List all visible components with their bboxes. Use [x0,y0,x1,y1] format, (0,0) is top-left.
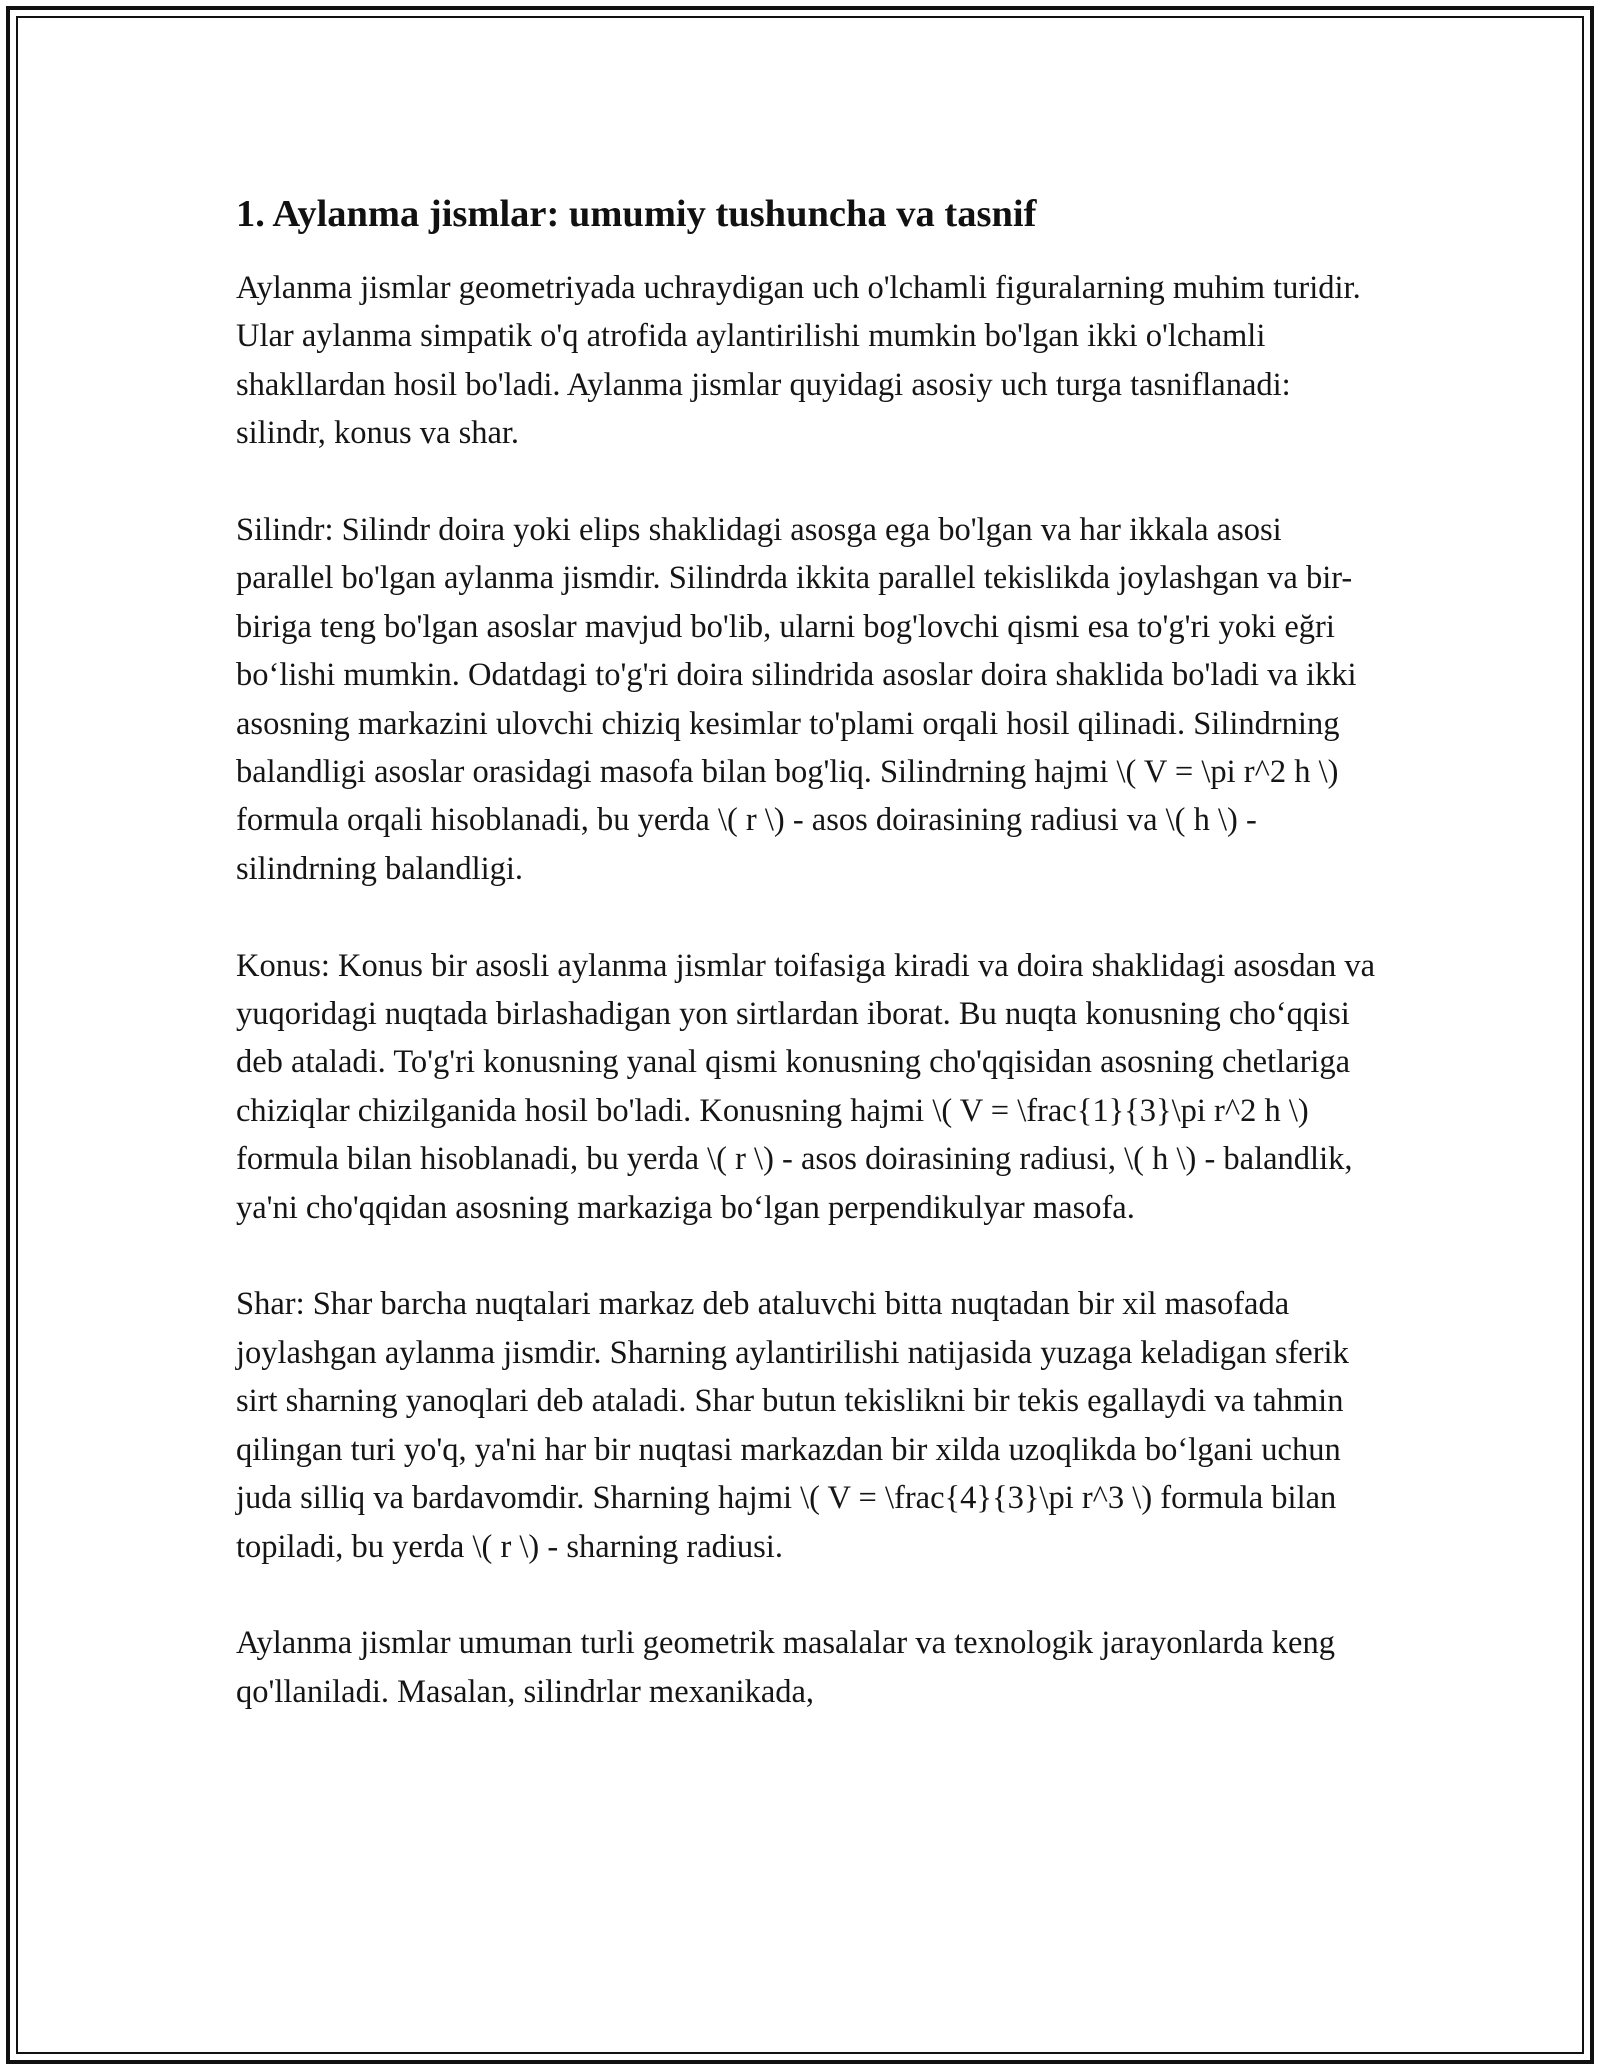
document-body [236,188,1376,1765]
section-heading: 1. Aylanma jismlar: umumiy tushuncha va tasnif [236,193,1037,235]
paragraph-applications: Aylanma jismlar umuman turli geometrik masalalar va texnologik jarayonlarda keng qo'llaniladi. Masalan, silindrlar mexanikada, [236,1625,1335,1710]
paragraph-konus: Konus: Konus bir asosli aylanma jismlar toifasiga kiradi va doira shaklidagi asosdan va yuqoridagi nuqtada birlashadigan yon sirtlardan iborat. Bu nuqta konusning cho‘qqisi deb ataladi. To'g'ri konusning yanal qismi konusning cho'qqisidan asosning chetlariga chiziqlar chizilganida hosil bo'ladi. Konusning hajmi \( V = \frac{1}{3}\pi r^2 h \) formula bilan hisoblanadi, bu yerda \( r \) - asos doirasining radiusi, \( h \) - balandlik, ya'ni cho'qqidan asosning markaziga bo‘lgan perpendikulyar masofa. [236,947,1376,1226]
paragraph-intro: Aylanma jismlar geometriyada uchraydigan uch o'lchamli figuralarning muhim turidir. Ular aylanma simpatik o'q atrofida aylantirilishi mumkin bo'lgan ikki o'lchamli shakllardan hosil bo'ladi. Aylanma jismlar quyidagi asosiy uch turga tasniflanadi: silindr, konus va shar. [236,270,1361,452]
paragraph-silindr: Silindr: Silindr doira yoki elips shaklidagi asosga ega bo'lgan va har ikkala asosi parallel bo'lgan aylanma jismdir. Silindrda ikkita parallel tekislikda joylashgan va bir-biriga teng bo'lgan asoslar mavjud bo'lib, ularni bog'lovchi qismi esa to'g'ri yoki eğri bo‘lishi mumkin. Odatdagi to'g'ri doira silindrida asoslar doira shaklida bo'ladi va ikki asosning markazini ulovchi chiziq kesimlar to'plami orqali hosil qilinadi. Silindrning balandligi asoslar orasidagi masofa bilan bog'liq. Silindrning hajmi \( V = \pi r^2 h \) formula orqali hisoblanadi, bu yerda \( r \) - asos doirasining radiusi va \( h \) - silindrning balandligi. [236,512,1357,887]
paragraph-shar: Shar: Shar barcha nuqtalari markaz deb ataluvchi bitta nuqtadan bir xil masofada joylashgan aylanma jismdir. Sharning aylantirilishi natijasida yuzaga keladigan sferik sirt sharning yanoqlari deb ataladi. Shar butun tekislikni bir tekis egallaydi va tahmin qilingan turi yo'q, ya'ni har bir nuqtasi markazdan bir xilda uzoqlikda bo‘lgani uchun juda silliq va bardavomdir. Sharning hajmi \( V = \frac{4}{3}\pi r^3 \) formula bilan topiladi, bu yerda \( r \) - sharning radiusi. [236,1286,1349,1565]
